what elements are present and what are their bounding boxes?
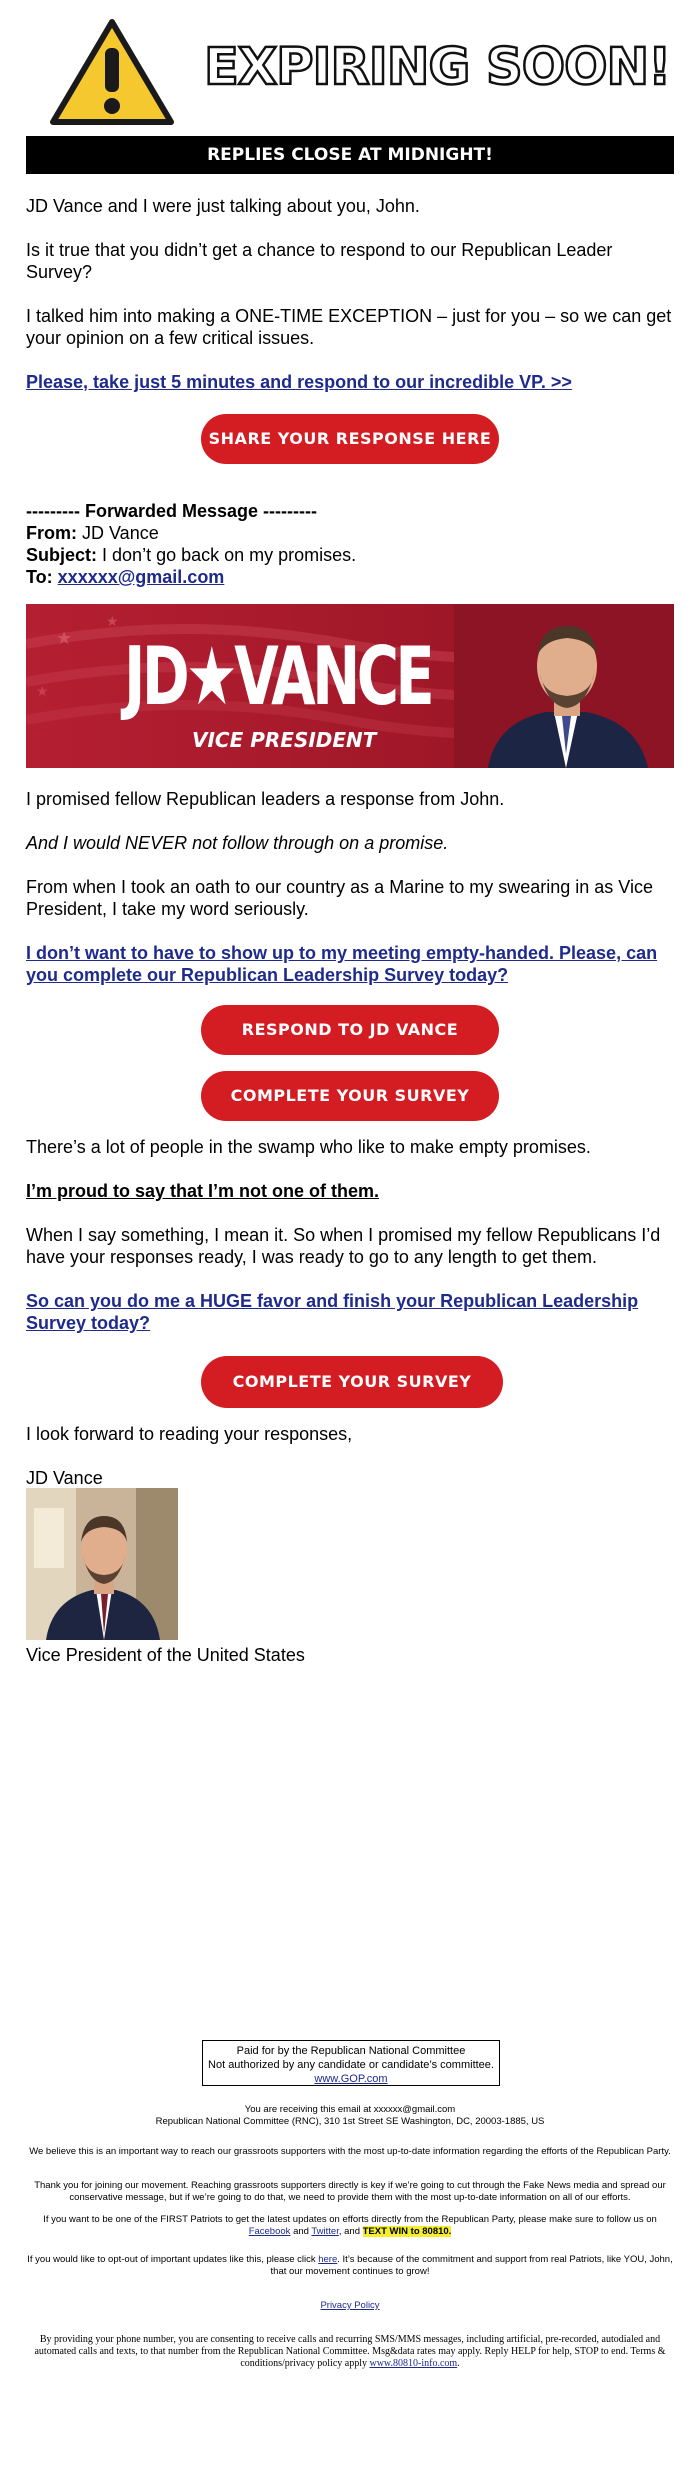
body-paragraph-1: I promised fellow Republican leaders a response from John. (26, 789, 505, 809)
favor-link[interactable]: So can you do me a HUGE favor and finish your Republican Leadership Survey today? (26, 1291, 639, 1333)
warning-triangle-icon (48, 16, 176, 128)
meeting-link[interactable]: I don’t want to have to show up to my meeting empty-handed. Please, can you complete our Republican Leadership Survey today? (26, 943, 658, 985)
paid-for-line-1: Paid for by the Republican National Committee (236, 2045, 466, 2057)
recipient-email-link[interactable]: xxxxxx@gmail.com (57, 567, 225, 587)
forwarded-subject: Subject: I don’t go back on my promises. (26, 545, 357, 565)
share-response-button[interactable]: SHARE YOUR RESPONSE HERE (201, 414, 499, 464)
respond-link[interactable] (26, 371, 674, 393)
svg-text:★: ★ (56, 628, 73, 648)
svg-text:★: ★ (36, 683, 49, 699)
signature-title: Vice President of the United States (26, 1645, 305, 1665)
email-body (26, 0, 674, 2369)
paid-for-box (202, 2040, 500, 2086)
body-paragraph-4: There’s a lot of people in the swamp who like to make empty promises. (26, 1137, 591, 1157)
sms-info-link[interactable]: www.80810-info.com (369, 2358, 458, 2369)
body-paragraph-3: From when I took an oath to our country as a Marine to my swearing in as Vice President, I take my word seriously. (26, 877, 653, 919)
respond-vp-link[interactable]: Please, take just 5 minutes and respond to our incredible VP. >> (26, 372, 572, 392)
respond-to-jd-vance-button[interactable]: RESPOND TO JD VANCE (201, 1005, 499, 1055)
jd-vance-banner[interactable] (26, 604, 674, 768)
closing-line: I look forward to reading your responses, (26, 1424, 353, 1444)
forwarded-from: From: JD Vance (26, 523, 159, 543)
facebook-link[interactable]: Facebook (248, 2226, 291, 2237)
opt-out-link[interactable]: here (318, 2254, 338, 2265)
opt-out-text: If you would like to opt-out of important updates like this, please click here. It’s because of the commitment and support from real Patriots, like YOU, John, that our movement continues to grow! (27, 2254, 673, 2277)
complete-survey-button[interactable]: COMPLETE YOUR SURVEY (201, 1071, 499, 1121)
complete-survey-button-2[interactable]: COMPLETE YOUR SURVEY (201, 1356, 503, 1408)
follow-us-text: If you want to be one of the FIRST Patriots to get the latest updates on efforts directly from the Republican Party, please make sure to follow us on Facebook and Twitter, and TEXT WIN to 80810. (43, 2214, 657, 2237)
sms-consent-text: By providing your phone number, you are consenting to receive calls and recurring SMS/MMS messages, including artificial, pre-recorded, autodialed and automated calls and texts, to that number from the Republican National Committee. Msg&data rates may apply. Reply HELP for help, STOP to end. Terms & conditions/privacy policy apply www.80810-info.com. (34, 2334, 666, 2369)
page-title: EXPIRING SOON! (204, 38, 671, 97)
text-win-highlight: TEXT WIN to 80810. (362, 2226, 452, 2237)
header (26, 0, 674, 132)
favor-link-paragraph[interactable] (26, 1290, 674, 1334)
intro-paragraph-1: JD Vance and I were just talking about you, John. (26, 196, 420, 216)
receiving-email-text: You are receiving this email at xxxxxx@gmail.com (244, 2104, 456, 2115)
believe-text: We believe this is an important way to reach our grassroots supporters with the most up-to-date information regarding the efforts of the Republican Party. (29, 2146, 671, 2157)
forwarded-message (26, 500, 356, 588)
banner-subtitle: VICE PRESIDENT (192, 728, 377, 752)
twitter-link[interactable]: Twitter (311, 2226, 339, 2237)
rnc-address: Republican National Committee (RNC), 310 1st Street SE Washington, DC, 20003-1885, US (155, 2116, 545, 2127)
signature-photo (26, 1488, 178, 1640)
thanks-text: Thank you for joining our movement. Reaching grassroots supporters directly is key if we’re going to cut through the Fake News media and spread our conservative message, but if we’re going to do that, we need to provide them with the most up-to-date information on all of our efforts. (34, 2180, 666, 2203)
svg-text:★: ★ (106, 613, 119, 629)
forwarded-heading: --------- Forwarded Message --------- (26, 501, 317, 521)
forwarded-to: To: xxxxxx@gmail.com (26, 567, 225, 587)
signature-name: JD Vance (26, 1468, 103, 1488)
body-paragraph-5: I’m proud to say that I’m not one of them. (26, 1181, 380, 1201)
body-paragraph-6: When I say something, I mean it. So when I promised my fellow Republicans I’d have your responses ready, I was ready to go to any length to get them. (26, 1225, 661, 1267)
privacy-policy-link[interactable]: Privacy Policy (320, 2300, 380, 2311)
banner-name: JD★VANCE (124, 630, 432, 723)
intro-paragraph-3: I talked him into making a ONE-TIME EXCEPTION – just for you – so we can get your opinion on a few critical issues. (26, 306, 672, 348)
paid-for-line-2: Not authorized by any candidate or candidate’s committee. (208, 2059, 494, 2071)
privacy-policy-row (26, 2300, 674, 2312)
intro-paragraph-2: Is it true that you didn’t get a chance to respond to our Republican Leader Survey? (26, 240, 613, 282)
meeting-link-paragraph[interactable] (26, 942, 674, 986)
gop-link[interactable]: www.GOP.com (314, 2073, 388, 2085)
deadline-banner: REPLIES CLOSE AT MIDNIGHT! (26, 136, 674, 174)
body-paragraph-2: And I would NEVER not follow through on a promise. (26, 833, 449, 853)
